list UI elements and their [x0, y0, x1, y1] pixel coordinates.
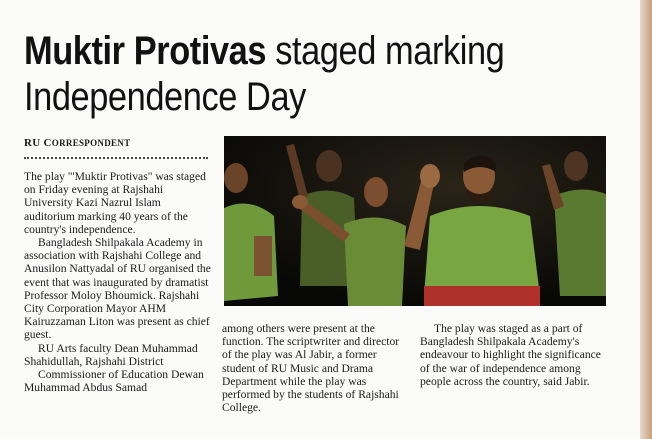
headline-bold: Muktir Protivas: [24, 29, 267, 73]
paragraph-5: among others were present at the function. The scriptwriter and director of the play was Al Jabir, a former student of RU Music and Drama Department while the play was performed by the students of Rajshahi College.: [222, 322, 400, 415]
paragraph-1: The play "'Muktir Protivas" was staged on Friday evening at Rajshahi University Kazi Nazrul Islam auditorium marking 40 years of the country's independence.: [24, 170, 206, 236]
paragraph-4: Commissioner of Education Dewan Muhammad Abdus Samad: [24, 368, 204, 395]
byline-initial: RU C: [24, 137, 52, 149]
headline-line2: Independence Day: [24, 75, 306, 119]
article-column-1: [24, 170, 214, 394]
byline: [24, 137, 130, 149]
headline: [24, 28, 540, 120]
dotted-divider: [24, 157, 208, 159]
headline-rest: staged marking: [266, 29, 505, 73]
paragraph-2: Bangladesh Shilpakala Academy in association with Rajshahi College and Anusilon Nattyadal of RU organised the event that was inaugurated by dramatist Professor Moloy Bhoumick. Rajshahi City Corporation Mayor AHM Kairuzzaman Liton was present as chief guest.: [24, 236, 211, 342]
page-edge: [640, 0, 652, 439]
paragraph-3: RU Arts faculty Dean Muhammad Shahidullah, Rajshahi District: [24, 341, 198, 368]
byline-rest: ORRESPONDENT: [51, 138, 131, 148]
stage-photo-art: [224, 136, 606, 306]
article-column-2: [222, 322, 406, 414]
article-column-3: [420, 322, 606, 388]
paragraph-6: The play was staged as a part of Bangladesh Shilpakala Academy's endeavour to highlight the significance of the war of independence among people across the country, said Jabir.: [420, 322, 601, 388]
stage-photo: [224, 136, 606, 306]
